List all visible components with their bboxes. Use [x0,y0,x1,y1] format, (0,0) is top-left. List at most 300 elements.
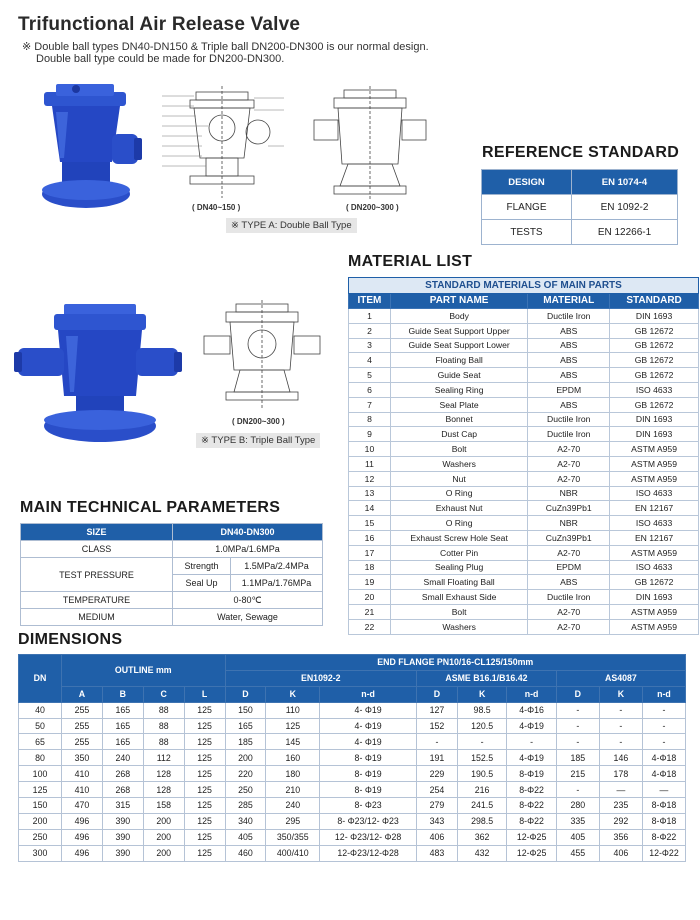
material-standard: EN 12167 [610,501,699,516]
material-part-name: Washers [390,456,527,471]
reference-label: FLANGE [482,195,572,220]
material-item: 17 [349,545,391,560]
design-note-1: ※ Double ball types DN40-DN150 & Triple ball DN200-DN300 is our normal design. [22,41,429,53]
dimension-cell: 8-Φ18 [642,813,685,829]
material-standard: DIN 1693 [610,427,699,442]
caption-dn200-300-b: ( DN200~300 ) [232,417,285,426]
dimension-subheader: C [143,686,184,702]
material-row [349,456,699,471]
dimension-cell: 200 [143,813,184,829]
material-row [349,545,699,560]
material-standard: GB 12672 [610,575,699,590]
dimension-cell: 335 [556,813,599,829]
material-material: Ductile Iron [528,427,610,442]
dimension-cell: 250 [19,829,62,845]
dimension-cell: 100 [19,766,62,782]
dimension-cell: 145 [266,734,320,750]
medium-value: Water, Sewage [173,609,323,626]
dimension-cell: 125 [184,813,225,829]
dimension-cell: 285 [225,798,266,814]
dimension-subheader: K [457,686,506,702]
dimension-cell: - [599,702,642,718]
dimension-cell: 350 [62,750,103,766]
reference-label: TESTS [482,220,572,245]
dimension-cell: 200 [225,750,266,766]
material-material: Ductile Iron [528,590,610,605]
type-b-label: ※ TYPE B: Triple Ball Type [196,433,320,448]
dimension-subheader: K [266,686,320,702]
dimension-row [19,845,686,861]
dimension-subheader: D [556,686,599,702]
dimension-subheader: D [417,686,458,702]
dimension-cell: 125 [184,702,225,718]
material-material: CuZn39Pb1 [528,530,610,545]
material-part-name: Floating Ball [390,353,527,368]
dimension-row [19,766,686,782]
material-item: 8 [349,412,391,427]
dimension-cell: 405 [225,829,266,845]
material-item: 19 [349,575,391,590]
reference-row [482,220,678,245]
material-material: CuZn39Pb1 [528,501,610,516]
dimension-cell: 152.5 [457,750,506,766]
material-row [349,471,699,486]
dimension-cell: 128 [143,766,184,782]
class-label: CLASS [21,541,173,558]
dimensions-table [18,654,686,862]
dimension-cell: 127 [417,702,458,718]
dimension-cell: 255 [62,702,103,718]
dimension-cell: 125 [184,718,225,734]
material-material: ABS [528,575,610,590]
material-standard: GB 12672 [610,353,699,368]
material-item: 10 [349,442,391,457]
dimension-cell: 165 [102,734,143,750]
dimension-cell: 240 [266,798,320,814]
dimension-cell: - [556,702,599,718]
dimension-cell: 180 [266,766,320,782]
reference-value: EN 1074-4 [572,170,678,195]
drawing-type-a-small [158,86,288,204]
test-pressure-label: TEST PRESSURE [21,558,173,592]
material-row [349,560,699,575]
dimension-subheader: n-d [320,686,417,702]
dimension-cell: 8- Φ23/12- Φ23 [320,813,417,829]
material-material: A2-70 [528,471,610,486]
material-part-name: O Ring [390,486,527,501]
dimension-cell: 4-Φ18 [642,750,685,766]
dimension-row [19,750,686,766]
material-row [349,323,699,338]
dimension-cell: 165 [102,702,143,718]
material-material: Ductile Iron [528,309,610,324]
material-row [349,442,699,457]
dimension-cell: 300 [19,845,62,861]
dimension-cell: 80 [19,750,62,766]
dimension-cell: 88 [143,734,184,750]
dimension-cell: 120.5 [457,718,506,734]
caption-dn40-150: ( DN40~150 ) [192,203,241,212]
dimension-cell: 12-Φ25 [507,829,556,845]
strength-value: 1.5MPa/2.4MPa [231,558,323,575]
valve-photo-type-a [16,82,152,214]
dimension-cell: 268 [102,766,143,782]
material-standard: EN 12167 [610,530,699,545]
reference-row [482,170,678,195]
reference-table [481,169,678,245]
dimension-cell: 255 [62,718,103,734]
material-part-name: Exhaust Nut [390,501,527,516]
material-header: STANDARD [610,294,699,309]
dimension-cell: 125 [184,734,225,750]
material-material: A2-70 [528,619,610,634]
dimension-cell: 298.5 [457,813,506,829]
dimension-cell: - [556,734,599,750]
material-row [349,604,699,619]
material-item: 14 [349,501,391,516]
dimension-cell: 8- Φ19 [320,766,417,782]
dn-header: DN [19,655,62,703]
temperature-label: TEMPERATURE [21,592,173,609]
material-part-name: Guide Seat Support Lower [390,338,527,353]
dimension-cell: 406 [599,845,642,861]
dimension-cell: 125 [184,782,225,798]
material-standard: ASTM A959 [610,545,699,560]
outline-header: OUTLINE mm [62,655,226,687]
material-material: EPDM [528,382,610,397]
material-standard: ASTM A959 [610,604,699,619]
dimension-cell: 4- Φ19 [320,702,417,718]
dimension-subheader: D [225,686,266,702]
medium-label: MEDIUM [21,609,173,626]
dimension-cell: 125 [266,718,320,734]
material-material: ABS [528,323,610,338]
dimension-cell: 455 [556,845,599,861]
material-standard: DIN 1693 [610,412,699,427]
material-banner: STANDARD MATERIALS OF MAIN PARTS [349,278,699,294]
dimension-cell: 496 [62,829,103,845]
material-item: 1 [349,309,391,324]
dimension-cell: - [599,718,642,734]
dimension-cell: 340 [225,813,266,829]
material-item: 22 [349,619,391,634]
material-part-name: Small Exhaust Side [390,590,527,605]
dimension-cell: 150 [19,798,62,814]
dimension-subheader: B [102,686,143,702]
dimension-cell: - [642,702,685,718]
caption-dn200-300-a: ( DN200~300 ) [346,203,399,212]
material-row [349,575,699,590]
material-row [349,382,699,397]
material-part-name: Guide Seat [390,368,527,383]
dimension-cell: 200 [143,845,184,861]
material-standard: GB 12672 [610,368,699,383]
material-item: 4 [349,353,391,368]
material-row [349,427,699,442]
material-part-name: Exhaust Screw Hole Seat [390,530,527,545]
dimension-cell: 125 [19,782,62,798]
dimension-cell: 410 [62,782,103,798]
dimension-cell: 295 [266,813,320,829]
material-standard: DIN 1693 [610,590,699,605]
dimension-cell: 255 [62,734,103,750]
end-flange-header: END FLANGE PN10/16-CL125/150mm [225,655,685,671]
dimension-cell: 356 [599,829,642,845]
dimension-cell: 315 [102,798,143,814]
class-value: 1.0MPa/1.6MPa [173,541,323,558]
dimension-cell: 98.5 [457,702,506,718]
material-material: A2-70 [528,604,610,619]
dimension-cell: 158 [143,798,184,814]
dimension-cell: 8- Φ19 [320,750,417,766]
dimension-cell: 8-Φ18 [642,798,685,814]
temperature-value: 0-80℃ [173,592,323,609]
dimension-row [19,718,686,734]
dimension-cell: 165 [102,718,143,734]
dimension-cell: 220 [225,766,266,782]
dimension-subheader: n-d [507,686,556,702]
dimension-cell: — [642,782,685,798]
dimension-cell: 280 [556,798,599,814]
dimension-cell: 470 [62,798,103,814]
dimension-cell: 400/410 [266,845,320,861]
dimension-cell: 65 [19,734,62,750]
valve-photo-type-b [14,296,182,446]
design-note-2: Double ball type could be made for DN200-DN300. [36,53,285,65]
dimension-cell: - [556,718,599,734]
material-standard: DIN 1693 [610,309,699,324]
material-item: 6 [349,382,391,397]
material-row [349,530,699,545]
dimension-cell: 4-Φ19 [507,718,556,734]
dimension-cell: 88 [143,702,184,718]
material-standard: GB 12672 [610,338,699,353]
dimension-row [19,798,686,814]
dimension-cell: 460 [225,845,266,861]
material-row [349,619,699,634]
dimension-cell: 191 [417,750,458,766]
material-standard: ASTM A959 [610,442,699,457]
dimension-cell: 125 [184,798,225,814]
dimension-cell: 200 [143,829,184,845]
material-table [348,277,699,635]
material-standard: GB 12672 [610,323,699,338]
dimension-cell: 4-Φ19 [507,750,556,766]
dimension-cell: 4- Φ19 [320,718,417,734]
dimension-cell: 279 [417,798,458,814]
dimension-row [19,734,686,750]
dimension-cell: 406 [417,829,458,845]
parameters-title: MAIN TECHNICAL PARAMETERS [20,499,281,516]
drawing-type-b [196,300,330,412]
dimension-cell: 8-Φ22 [507,782,556,798]
material-material: ABS [528,353,610,368]
dimension-cell: 165 [225,718,266,734]
material-item: 2 [349,323,391,338]
material-material: ABS [528,397,610,412]
material-item: 18 [349,560,391,575]
dimension-cell: 88 [143,718,184,734]
material-row [349,501,699,516]
dimension-cell: 390 [102,829,143,845]
material-standard: GB 12672 [610,397,699,412]
dimension-cell: 254 [417,782,458,798]
material-part-name: Bolt [390,604,527,619]
dimension-cell: 8- Φ19 [320,782,417,798]
material-row [349,368,699,383]
dimension-cell: 8-Φ22 [642,829,685,845]
material-header: PART NAME [390,294,527,309]
dimension-cell: 362 [457,829,506,845]
material-item: 12 [349,471,391,486]
dimension-cell: 410 [62,766,103,782]
dimension-cell: 8-Φ22 [507,798,556,814]
dimension-cell: 125 [184,829,225,845]
dimensions-title: DIMENSIONS [18,631,123,648]
dimension-cell: 229 [417,766,458,782]
material-part-name: Small Floating Ball [390,575,527,590]
dimension-cell: 12-Φ25 [507,845,556,861]
dimension-cell: 250 [225,782,266,798]
material-material: A2-70 [528,442,610,457]
dimension-row [19,829,686,845]
dimension-cell: 343 [417,813,458,829]
dimension-cell: 405 [556,829,599,845]
dimension-cell: 40 [19,702,62,718]
dimension-cell: 496 [62,813,103,829]
material-item: 7 [349,397,391,412]
material-standard: ASTM A959 [610,619,699,634]
material-part-name: Bolt [390,442,527,457]
material-material: A2-70 [528,545,610,560]
dimension-cell: 268 [102,782,143,798]
material-part-name: Dust Cap [390,427,527,442]
material-item: 20 [349,590,391,605]
material-item: 11 [349,456,391,471]
material-standard: ASTM A959 [610,471,699,486]
dimension-cell: 146 [599,750,642,766]
dimension-subheader: K [599,686,642,702]
material-row [349,338,699,353]
std-en1092-header: EN1092-2 [225,670,416,686]
material-header: MATERIAL [528,294,610,309]
reference-title: REFERENCE STANDARD [482,144,680,161]
dimension-subheader: L [184,686,225,702]
parameters-table [20,523,323,626]
dimension-cell: 390 [102,845,143,861]
dimension-cell: 235 [599,798,642,814]
dimension-cell: 4-Φ16 [507,702,556,718]
material-part-name: Bonnet [390,412,527,427]
material-item: 21 [349,604,391,619]
dimension-cell: - [457,734,506,750]
material-part-name: Sealing Plug [390,560,527,575]
dimension-cell: 125 [184,845,225,861]
dimension-row [19,702,686,718]
dimension-cell: 8-Φ19 [507,766,556,782]
material-material: EPDM [528,560,610,575]
dimension-cell: 112 [143,750,184,766]
dimension-cell: 190.5 [457,766,506,782]
material-standard: ASTM A959 [610,456,699,471]
dimension-cell: 4-Φ18 [642,766,685,782]
dimension-cell: 185 [556,750,599,766]
reference-value: EN 12266-1 [572,220,678,245]
material-part-name: Guide Seat Support Upper [390,323,527,338]
material-part-name: Washers [390,619,527,634]
dimension-cell: 240 [102,750,143,766]
dimension-subheader: A [62,686,103,702]
material-part-name: Cotter Pin [390,545,527,560]
material-part-name: Seal Plate [390,397,527,412]
material-item: 15 [349,516,391,531]
dimension-cell: 128 [143,782,184,798]
dimension-cell: 432 [457,845,506,861]
dimension-cell: 496 [62,845,103,861]
dimension-cell: 210 [266,782,320,798]
material-standard: ISO 4633 [610,486,699,501]
material-item: 3 [349,338,391,353]
material-row [349,397,699,412]
dimension-cell: - [507,734,556,750]
material-standard: ISO 4633 [610,382,699,397]
dimension-cell: 50 [19,718,62,734]
material-row [349,516,699,531]
page-title: Trifunctional Air Release Valve [18,14,301,35]
dimension-row [19,782,686,798]
dimension-cell: — [599,782,642,798]
material-part-name: Sealing Ring [390,382,527,397]
dimension-cell: - [556,782,599,798]
dimension-cell: 8-Φ22 [507,813,556,829]
dimension-cell: - [417,734,458,750]
dimension-cell: 150 [225,702,266,718]
material-material: NBR [528,486,610,501]
dimension-cell: 292 [599,813,642,829]
dimension-subheader: n-d [642,686,685,702]
dimension-cell: 483 [417,845,458,861]
material-standard: ISO 4633 [610,516,699,531]
material-part-name: Nut [390,471,527,486]
dimension-cell: 110 [266,702,320,718]
std-asme-header: ASME B16.1/B16.42 [417,670,557,686]
dimension-row [19,813,686,829]
dimension-cell: 200 [19,813,62,829]
material-row [349,486,699,501]
dimension-cell: 350/355 [266,829,320,845]
strength-label: Strength [173,558,231,575]
dimension-cell: - [642,734,685,750]
material-item: 5 [349,368,391,383]
material-material: A2-70 [528,456,610,471]
material-material: ABS [528,368,610,383]
std-as4087-header: AS4087 [556,670,685,686]
dimension-cell: - [642,718,685,734]
material-row [349,412,699,427]
dimension-cell: - [599,734,642,750]
material-part-name: O Ring [390,516,527,531]
dimension-cell: 160 [266,750,320,766]
dimension-cell: 390 [102,813,143,829]
drawing-type-a-large [304,86,436,204]
dimension-cell: 125 [184,766,225,782]
size-label: SIZE [21,524,173,541]
material-row [349,353,699,368]
dimension-cell: 152 [417,718,458,734]
dimension-cell: 215 [556,766,599,782]
material-row [349,309,699,324]
dimension-cell: 185 [225,734,266,750]
